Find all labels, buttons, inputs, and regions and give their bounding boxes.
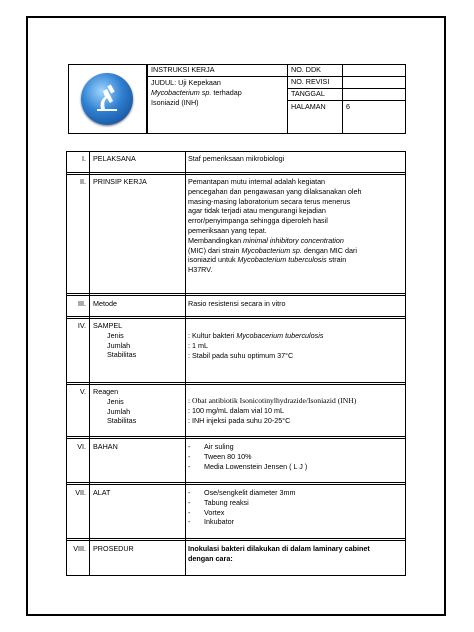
list-item: - Air suling <box>188 442 234 451</box>
row-prosedur <box>67 541 405 575</box>
alat-list <box>185 488 405 527</box>
row-value: Inokulasi bakteri dilakukan di dalam laminary cabinet dengan cara: <box>188 544 370 563</box>
row-value: : Kultur bakteri Mycobacerium tuberculosis : 1 mL : Stabil pada suhu optimum 37°C <box>188 331 324 360</box>
row-prinsip-kerja <box>67 175 405 287</box>
row-sampel <box>67 319 405 381</box>
list-item: - Tabung reaksi <box>188 497 249 507</box>
row-value: Staf pemeriksaan mikrobiologi <box>188 154 285 163</box>
no-revisi-label: NO. REVISI <box>287 76 343 89</box>
judul-line-3: Isoniazid (INH) <box>151 97 199 107</box>
row-number: VII. <box>75 488 86 497</box>
row-reagen <box>67 385 405 435</box>
row-label: Reagen Jenis Jumlah Stabilitas <box>93 387 137 426</box>
row-number: I. <box>82 154 86 163</box>
row-bahan <box>67 439 405 479</box>
column-divider <box>89 152 90 575</box>
content-table <box>66 151 406 576</box>
row-number: VIII. <box>73 544 86 553</box>
row-value: Rasio resistensi secara in vitro <box>188 299 286 308</box>
row-label: PROSEDUR <box>93 544 134 553</box>
judul-line-1: JUDUL: Uji Kepekaan <box>151 78 221 87</box>
row-label: SAMPEL Jenis Jumlah Stabilitas <box>93 321 137 360</box>
row-value: : Obat antibiotik Isonicotinylhydrazide/Isoniazid (INH) : 100 mg/mL dalam vial 10 mL : INH injeksi pada suhu 20-25°C <box>188 396 357 425</box>
row-value: Pemantapan mutu internal adalah kegiatan pencegahan dan pengawasan yang dilaksanakan oleh masing-masing laboratorium secara terus menerus agar tidak terjadi atau mengurangi kejadian error/penyimpanga sehingga diperoleh hasil pemeriksaan yang tepat. Membandingkan minimal inhibitory concentration (MIC) dari strain Mycobacterium sp. dengan MIC dari isoniazid untuk Mycobacterium tuberculosis strain H37RV. <box>188 177 362 275</box>
list-item: - Ose/sengkelit diameter 3mm <box>188 488 296 497</box>
judul-line-2: Mycobacterium sp. terhadap <box>151 87 242 97</box>
microscope-logo-icon <box>81 73 133 125</box>
list-item: - Inkubator <box>188 517 234 527</box>
row-pelaksana <box>67 152 405 172</box>
list-item: - Tween 80 10% <box>188 451 252 461</box>
column-divider <box>185 152 186 575</box>
row-alat <box>67 485 405 535</box>
list-item: - Vortex <box>188 507 225 517</box>
row-number: II. <box>80 177 86 186</box>
row-metode <box>67 296 405 314</box>
judul-cell <box>147 76 288 134</box>
halaman-label: HALAMAN <box>287 100 343 134</box>
logo-cell <box>68 64 147 134</box>
row-label: PRINSIP KERJA <box>93 177 147 186</box>
halaman-value: 6 <box>342 100 406 134</box>
row-number: III. <box>78 299 86 308</box>
no-ddk-label: NO. DDK <box>287 64 343 77</box>
tanggal-label: TANGGAL <box>287 88 343 101</box>
list-item: - Media Lowenstein Jensen ( L J ) <box>188 461 308 471</box>
row-label: ALAT <box>93 488 111 497</box>
row-number: V. <box>79 387 86 396</box>
row-label: BAHAN <box>93 442 118 451</box>
row-number: IV. <box>77 321 86 330</box>
bahan-list <box>185 442 405 471</box>
row-number: VI. <box>77 442 86 451</box>
row-label: Metode <box>93 299 117 308</box>
row-label: PELAKSANA <box>93 154 136 163</box>
instruksi-kerja-cell: INSTRUKSI KERJA <box>147 64 288 77</box>
